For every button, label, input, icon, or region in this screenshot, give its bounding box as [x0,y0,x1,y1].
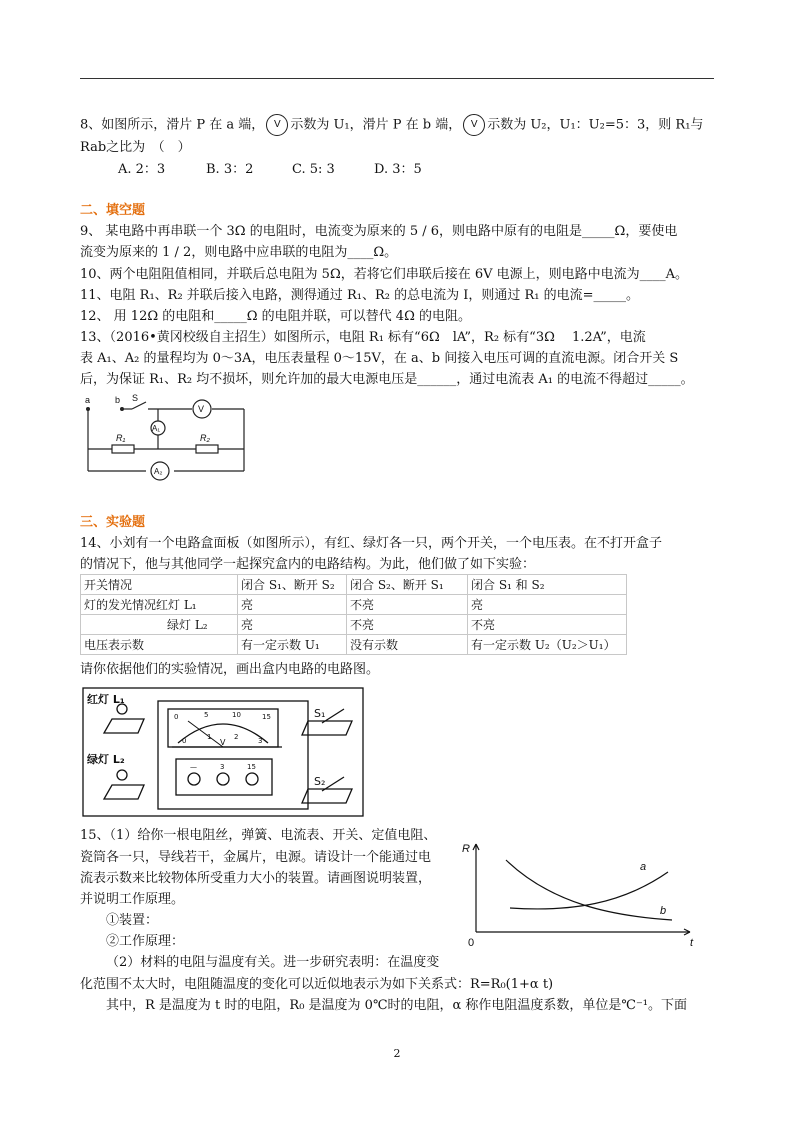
q8-options [118,160,422,180]
axis-label-t: t [690,937,694,949]
section-title-fill-in: 二、填空题 [80,203,146,218]
table-cell: 亮 [238,615,347,635]
q10: 10、两个电阻阻值相同，并联后总电阻为 5Ω，若将它们串联后接在 6V 电源上，则电路中电流为____A。 [80,267,689,282]
scale-bot-2: 2 [234,733,239,741]
scale-bot-0: 0 [182,737,187,745]
section-title-experiment: 三、实验题 [80,515,146,530]
q15-device: ①装置： [106,913,159,928]
scale-top-15: 15 [262,713,271,721]
table-cell: 闭合 S₁、断开 S₂ [238,575,347,595]
q15-line-8: 化范围不太大时，电阻随温度的变化可以近似地表示为如下关系式：R=R₀(1+α t) [80,977,554,992]
voltmeter-icon: V [463,114,485,136]
q8-text-a: 8、如图所示，滑片 P 在 a 端， [80,117,265,133]
table-row [81,595,627,615]
circuit-label-a: a [85,395,91,405]
scale-top-5: 5 [204,711,209,719]
q8-option-c: C. 5: 3 [292,162,335,177]
q15-line-7: （2）材料的电阻与温度有关。进一步研究表明：在温度变 [106,955,440,970]
scale-bot-3: 3 [258,737,263,745]
table-cell: 绿灯 L₂ [81,615,238,635]
q15-line-3: 流表示数来比较物体所受重力大小的装置。请画图说明装置， [80,871,432,886]
curve-a [510,872,668,909]
table-cell: 不亮 [347,615,468,635]
circuit-diagram-q13 [82,393,252,483]
table-cell: 没有示数 [347,635,468,655]
curve-b [506,860,672,920]
circuit-label-s: S [132,393,139,403]
q13-line-1: 13、（2016•黄冈校级自主招生）如图所示，电阻 R₁ 标有“6Ω lA”，R₂ 标有“3Ω 1.2A”，电流 [80,330,646,345]
resistance-temperature-graph [462,838,712,950]
table-cell: 亮 [468,595,627,615]
table-cell: 电压表示数 [81,635,238,655]
table-row [81,615,627,635]
q14-line-1: 14、小刘有一个电路盒面板（如图所示），有红、绿灯各一只，两个开关，一个电压表。在不打开盒子 [80,536,663,551]
table-cell: 亮 [238,595,347,615]
axis-label-r: R [462,843,470,855]
circuit-label-r1: R₁ [116,433,126,443]
circuit-label-r2: R₂ [200,433,210,443]
panel-label-s2: S₂ [314,775,326,788]
scale-bot-1: 1 [207,733,212,741]
circuit-label-a2: A₂ [154,467,163,476]
q8-text-c: 示数为 U₂，U₁：U₂=5：3，则 R₁与 [487,117,704,133]
terminal-negative: — [190,763,197,771]
table-cell: 开关情况 [81,575,238,595]
meter-unit-v: V [220,738,226,747]
table-cell: 有一定示数 U₂（U₂＞U₁） [468,635,627,655]
q8-option-a: A. 2：3 [118,162,166,177]
axis-origin: 0 [468,937,475,949]
voltmeter-icon: V [266,114,288,136]
q15-line-1: 15、（1）给你一根电阻丝，弹簧、电流表、开关、定值电阻、 [80,828,437,843]
q11: 11、电阻 R₁、R₂ 并联后接入电路，测得通过 R₁、R₂ 的总电流为 I，则通过 R₁ 的电流=_____。 [80,288,639,303]
panel-label-red: 红灯 L₁ [87,693,125,706]
q9-line-1: 9、 某电路中再串联一个 3Ω 的电阻时，电流变为原来的 5 / 6，则电路中原有的电阻是_____Ω，要使电 [80,224,678,239]
table-cell: 不亮 [347,595,468,615]
curve-label-b: b [660,905,667,917]
q8-option-d: D. 3：5 [374,162,422,177]
q15-line-9: 其中，R 是温度为 t 时的电阻，R₀ 是温度为 0℃时的电阻，α 称作电阻温度系数，单位是℃⁻¹。下面 [106,998,688,1013]
panel-label-s1: S₁ [314,707,326,720]
q9-line-2: 流变为原来的 1 / 2，则电路中应串联的电阻为____Ω。 [80,245,398,260]
table-cell: 闭合 S₁ 和 S₂ [468,575,627,595]
table-cell: 有一定示数 U₁ [238,635,347,655]
circuit-panel-figure [82,687,364,817]
circuit-label-b: b [115,395,121,405]
q15-line-2: 瓷筒各一只，导线若干，金属片，电源。请设计一个能通过电 [80,850,432,865]
header-rule [80,78,714,79]
scale-top-10: 10 [232,711,241,719]
scale-top-0: 0 [174,713,179,721]
experiment-table [80,574,627,655]
q13-line-3: 后，为保证 R₁、R₂ 均不损坏，则允许加的最大电源电压是______，通过电流表 A₁ 的电流不得超过_____。 [80,372,694,387]
q15-line-4: 并说明工作原理。 [80,892,185,907]
table-cell: 灯的发光情况红灯 L₁ [81,595,238,615]
table-cell: 不亮 [468,615,627,635]
terminal-15: 15 [247,763,256,771]
q12: 12、 用 12Ω 的电阻和_____Ω 的电阻并联，可以替代 4Ω 的电阻。 [80,309,471,324]
q13-line-2: 表 A₁、A₂ 的量程均为 0～3A，电压表量程 0～15V，在 a、b 间接入电压可调的直流电源。闭合开关 S [80,351,679,366]
q8-option-b: B. 3：2 [206,162,254,177]
q14-line-2: 的情况下，他与其他同学一起探究盒内的电路结构。为此，他们做了如下实验： [80,557,536,572]
terminal-3: 3 [220,763,225,771]
q15-principle: ②工作原理： [106,934,185,949]
page-number: 2 [393,1047,401,1060]
q8-line-1 [80,114,703,136]
table-cell: 闭合 S₂、断开 S₁ [347,575,468,595]
curve-label-a: a [640,861,647,873]
panel-label-green: 绿灯 L₂ [87,753,125,766]
table-row [81,635,627,655]
circuit-label-v: V [198,404,205,414]
q8-text-b: 示数为 U₁，滑片 P 在 b 端， [290,117,462,133]
q8-line-2: Rab之比为 （ ） [80,140,191,155]
q14-instruction: 请你依据他们的实验情况，画出盒内电路的电路图。 [80,662,380,677]
circuit-label-a1: A₁ [152,424,161,433]
table-row [81,575,627,595]
